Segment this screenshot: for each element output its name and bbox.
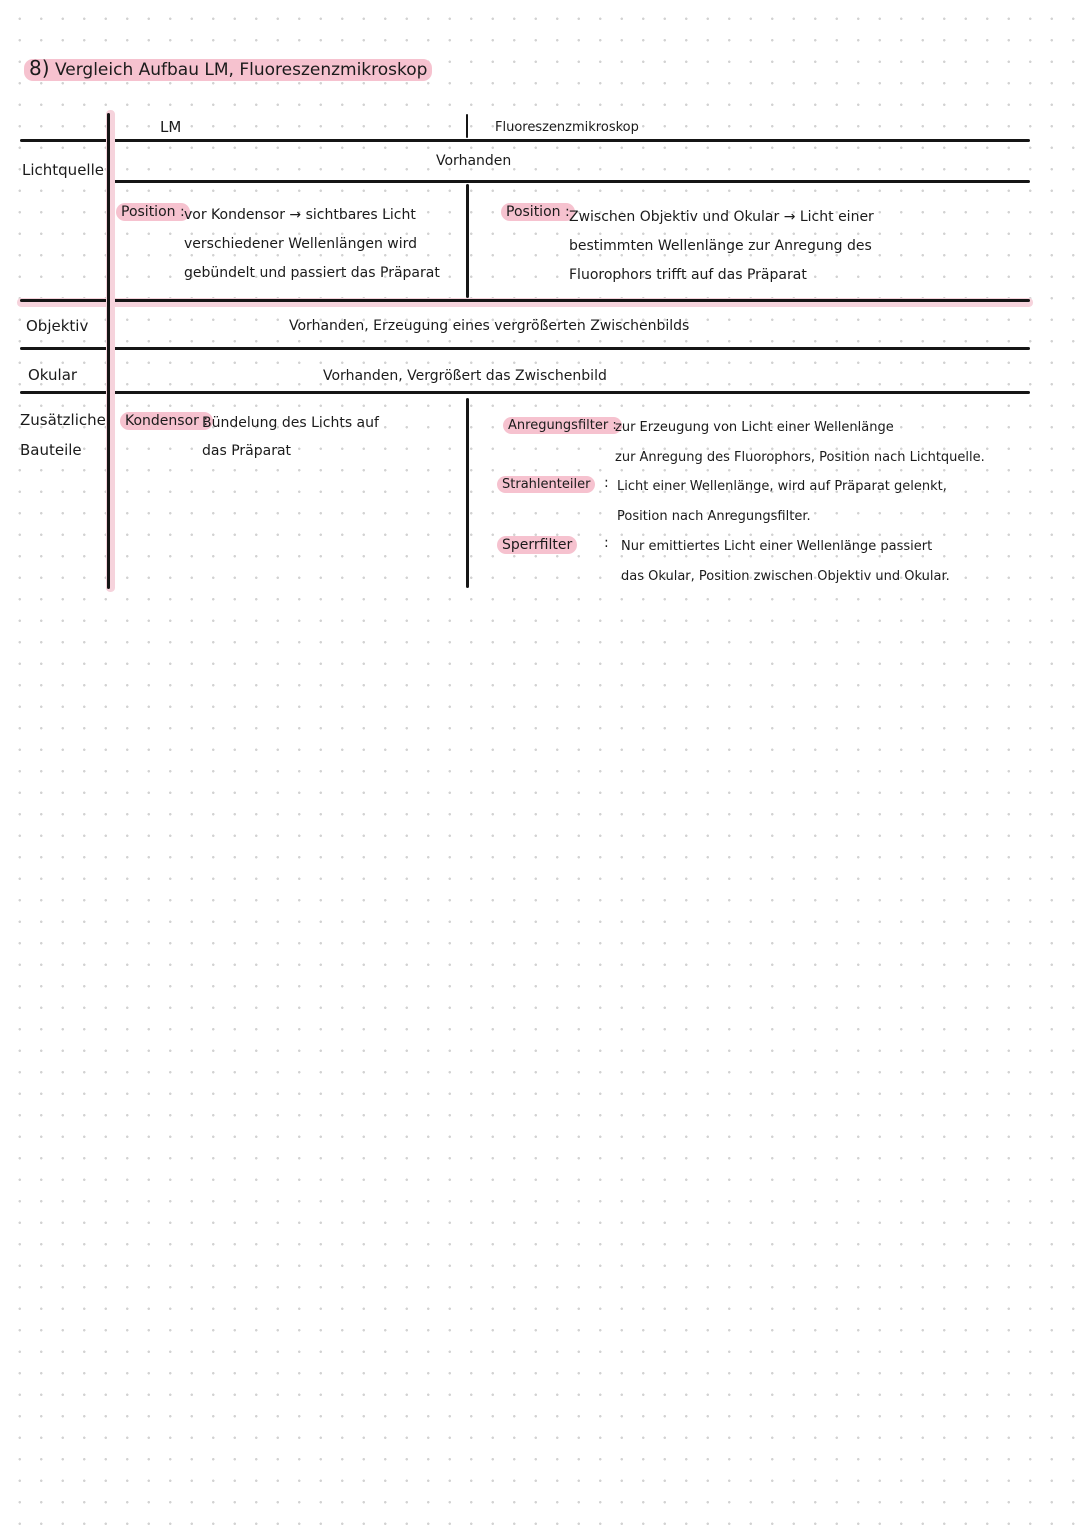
- lichtquelle-lm-line-1: vor Kondensor → sichtbares Licht: [184, 207, 416, 223]
- column-header-fluoreszenz: Fluoreszenzmikroskop: [495, 120, 639, 135]
- sperrfilter-key: Sperrfilter: [497, 537, 577, 553]
- row-divider-bauteile: [20, 391, 1030, 394]
- anregungsfilter-key: Anregungsfilter :: [503, 418, 622, 433]
- bauteile-lm-key: Kondensor :: [120, 413, 213, 429]
- label-column-divider: [107, 113, 110, 589]
- row-divider-objektiv: [20, 299, 1030, 302]
- center-divider-bauteile: [466, 398, 469, 588]
- bauteile-lm-line-2: das Präparat: [202, 443, 292, 459]
- lichtquelle-lm-key: Position :: [116, 204, 190, 220]
- sperrfilter-line-2: das Okular, Position zwischen Objektiv und Okular.: [621, 569, 950, 584]
- bauteile-lm-line-1: Bündelung des Lichts auf: [202, 415, 379, 431]
- sperrfilter-sep: :: [604, 535, 609, 551]
- lichtquelle-fluoreszenz-line-1: Zwischen Objektiv und Okular → Licht einer: [569, 209, 874, 225]
- row-divider-lichtquelle-shared: [108, 180, 1030, 183]
- anregungsfilter-line-2: zur Anregung des Fluorophors, Position nach Lichtquelle.: [615, 450, 985, 465]
- row-label-lichtquelle: Lichtquelle: [22, 161, 104, 179]
- column-header-lm: LM: [160, 118, 182, 136]
- row-label-bauteile-2: Bauteile: [20, 441, 82, 459]
- lichtquelle-fluoreszenz-key: Position :: [501, 204, 575, 220]
- strahlenteiler-sep: :: [604, 475, 609, 491]
- sperrfilter-line-1: Nur emittiertes Licht einer Wellenlänge passiert: [621, 539, 933, 554]
- title-number: 8): [29, 56, 50, 80]
- anregungsfilter-line-1: zur Erzeugung von Licht einer Wellenlänge: [615, 420, 894, 435]
- strahlenteiler-line-1: Licht einer Wellenlänge, wird auf Präparat gelenkt,: [617, 479, 947, 494]
- lichtquelle-fluoreszenz-line-3: Fluorophors trifft auf das Präparat: [569, 267, 807, 283]
- lichtquelle-lm-line-3: gebündelt und passiert das Präparat: [184, 265, 440, 281]
- row-label-objektiv: Objektiv: [26, 317, 89, 335]
- center-divider-lichtquelle: [466, 184, 469, 298]
- row-divider-okular: [20, 347, 1030, 350]
- objektiv-shared: Vorhanden, Erzeugung eines vergrößerten Zwischenbilds: [289, 318, 690, 334]
- center-divider-header: [466, 114, 468, 138]
- header-divider: [20, 139, 1030, 142]
- strahlenteiler-key: Strahlenteiler: [497, 477, 595, 492]
- lichtquelle-shared: Vorhanden: [436, 153, 512, 169]
- page-title: [24, 56, 432, 80]
- okular-shared: Vorhanden, Vergrößert das Zwischenbild: [323, 368, 607, 384]
- title-text: Vergleich Aufbau LM, Fluoreszenzmikroskop: [54, 60, 428, 80]
- lichtquelle-fluoreszenz-line-2: bestimmten Wellenlänge zur Anregung des: [569, 238, 872, 254]
- lichtquelle-lm-line-2: verschiedener Wellenlängen wird: [184, 236, 418, 252]
- row-label-okular: Okular: [28, 366, 78, 384]
- row-label-bauteile-1: Zusätzliche: [20, 411, 106, 429]
- strahlenteiler-line-2: Position nach Anregungsfilter.: [617, 509, 811, 524]
